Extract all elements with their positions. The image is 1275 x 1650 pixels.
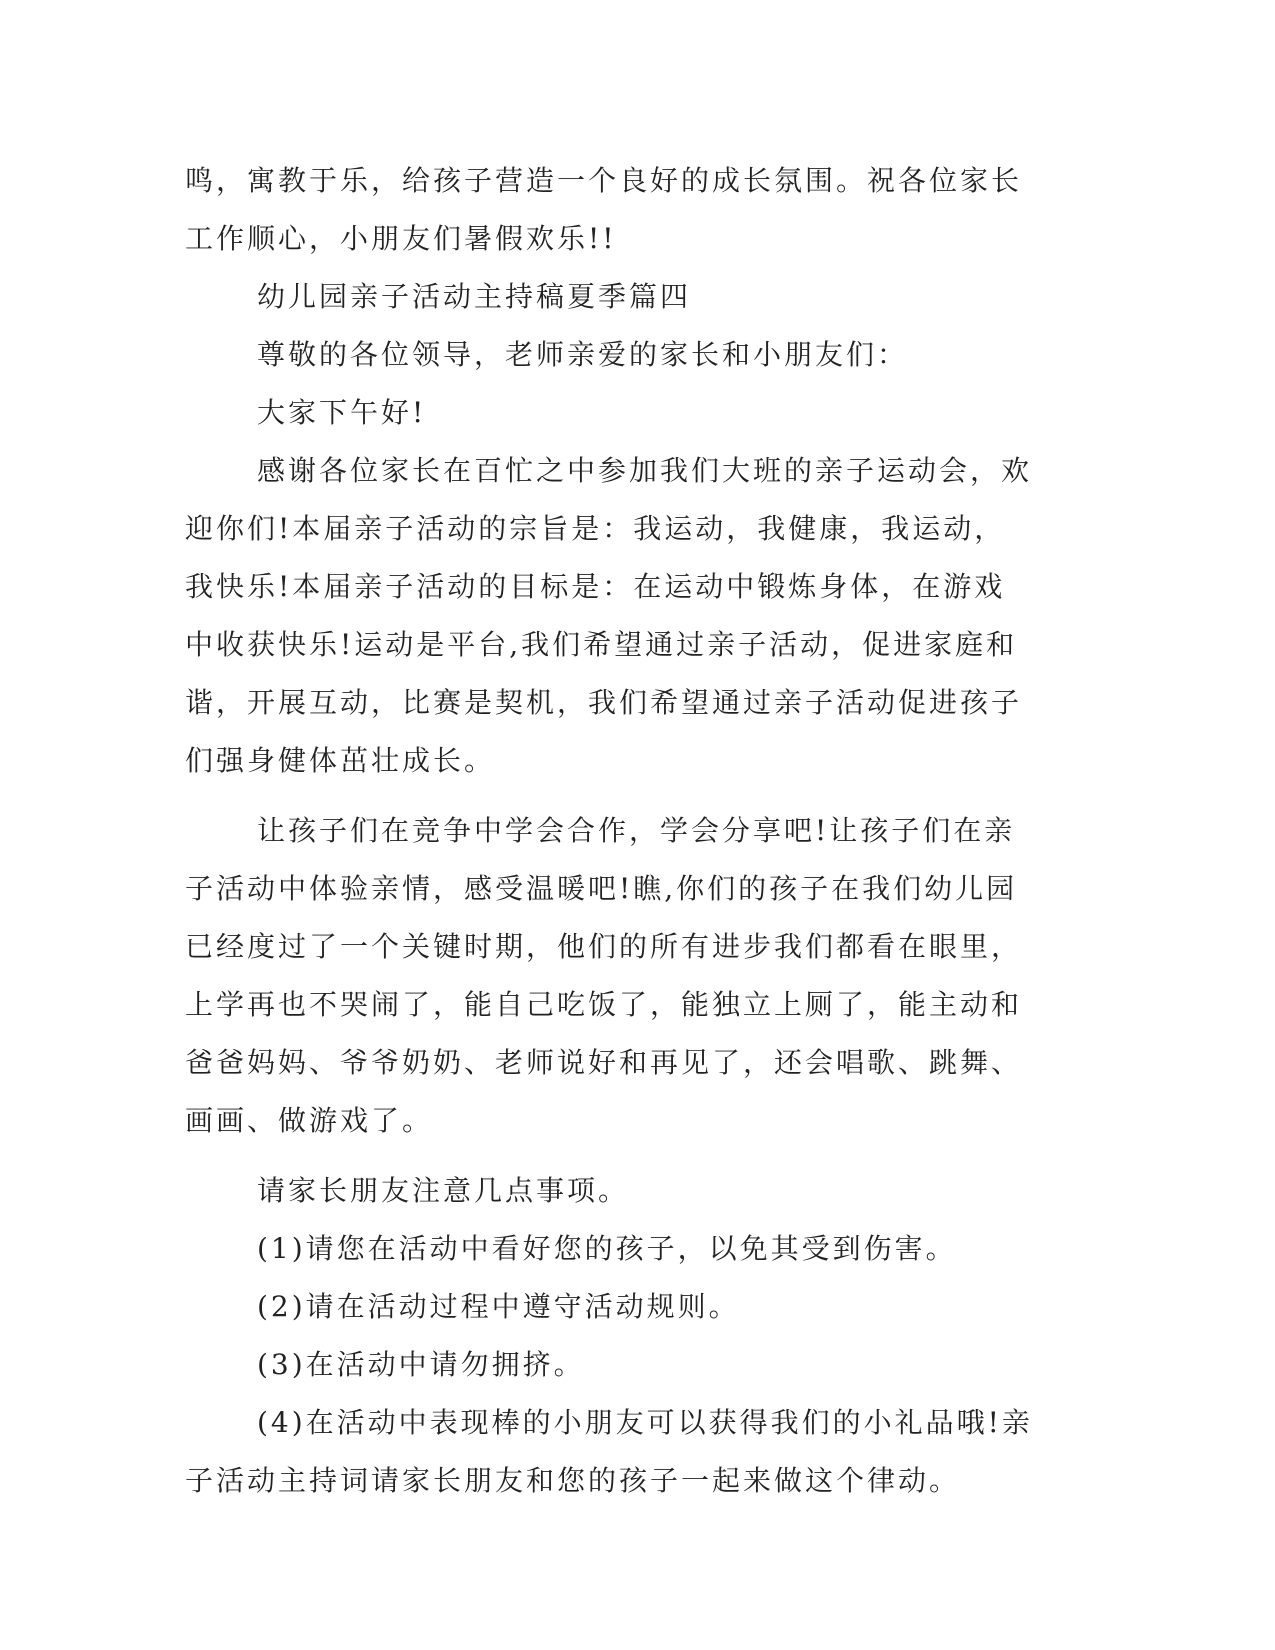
notice-item-2: (2)请在活动过程中遵守活动规则。: [257, 1290, 740, 1323]
notice-item-4: (4)在活动中表现棒的小朋友可以获得我们的小礼品哦!亲子活动主持词请家长朋友和您的孩子一起来做这个律动。: [185, 1406, 1033, 1497]
salutation: 尊敬的各位领导，老师亲爱的家长和小朋友们：: [257, 338, 909, 371]
paragraph-continuation: 鸣，寓教于乐，给孩子营造一个良好的成长氛围。祝各位家长工作顺心，小朋友们暑假欢乐!!: [185, 164, 1023, 255]
paragraph-children-progress: 让孩子们在竞争中学会合作，学会分享吧!让孩子们在亲子活动中体验亲情，感受温暖吧!瞧,你们的孩子在我们幼儿园已经度过了一个关键时期，他们的所有进步我们都看在眼里，上学再也不哭闹了，能自己吃饭了，能独立上厕了，能主动和爸爸妈妈、爷爷奶奶、老师说好和再见了，还会唱歌、跳舞、画画、做游戏了。: [185, 814, 1023, 1137]
notice-item-1: (1)请您在活动中看好您的孩子，以免其受到伤害。: [257, 1232, 957, 1265]
section-heading: 幼儿园亲子活动主持稿夏季篇四: [257, 280, 692, 313]
notice-heading: 请家长朋友注意几点事项。: [257, 1174, 630, 1207]
greeting: 大家下午好!: [257, 396, 427, 429]
notice-item-3: (3)在活动中请勿拥挤。: [257, 1348, 585, 1381]
paragraph-welcome: 感谢各位家长在百忙之中参加我们大班的亲子运动会，欢迎你们!本届亲子活动的宗旨是：我运动，我健康，我运动，我快乐!本届亲子活动的目标是：在运动中锻炼身体，在游戏中收获快乐!运动是平台,我们希望通过亲子活动，促进家庭和谐，开展互动，比赛是契机，我们希望通过亲子活动促进孩子们强身健体茁壮成长。: [185, 454, 1033, 777]
